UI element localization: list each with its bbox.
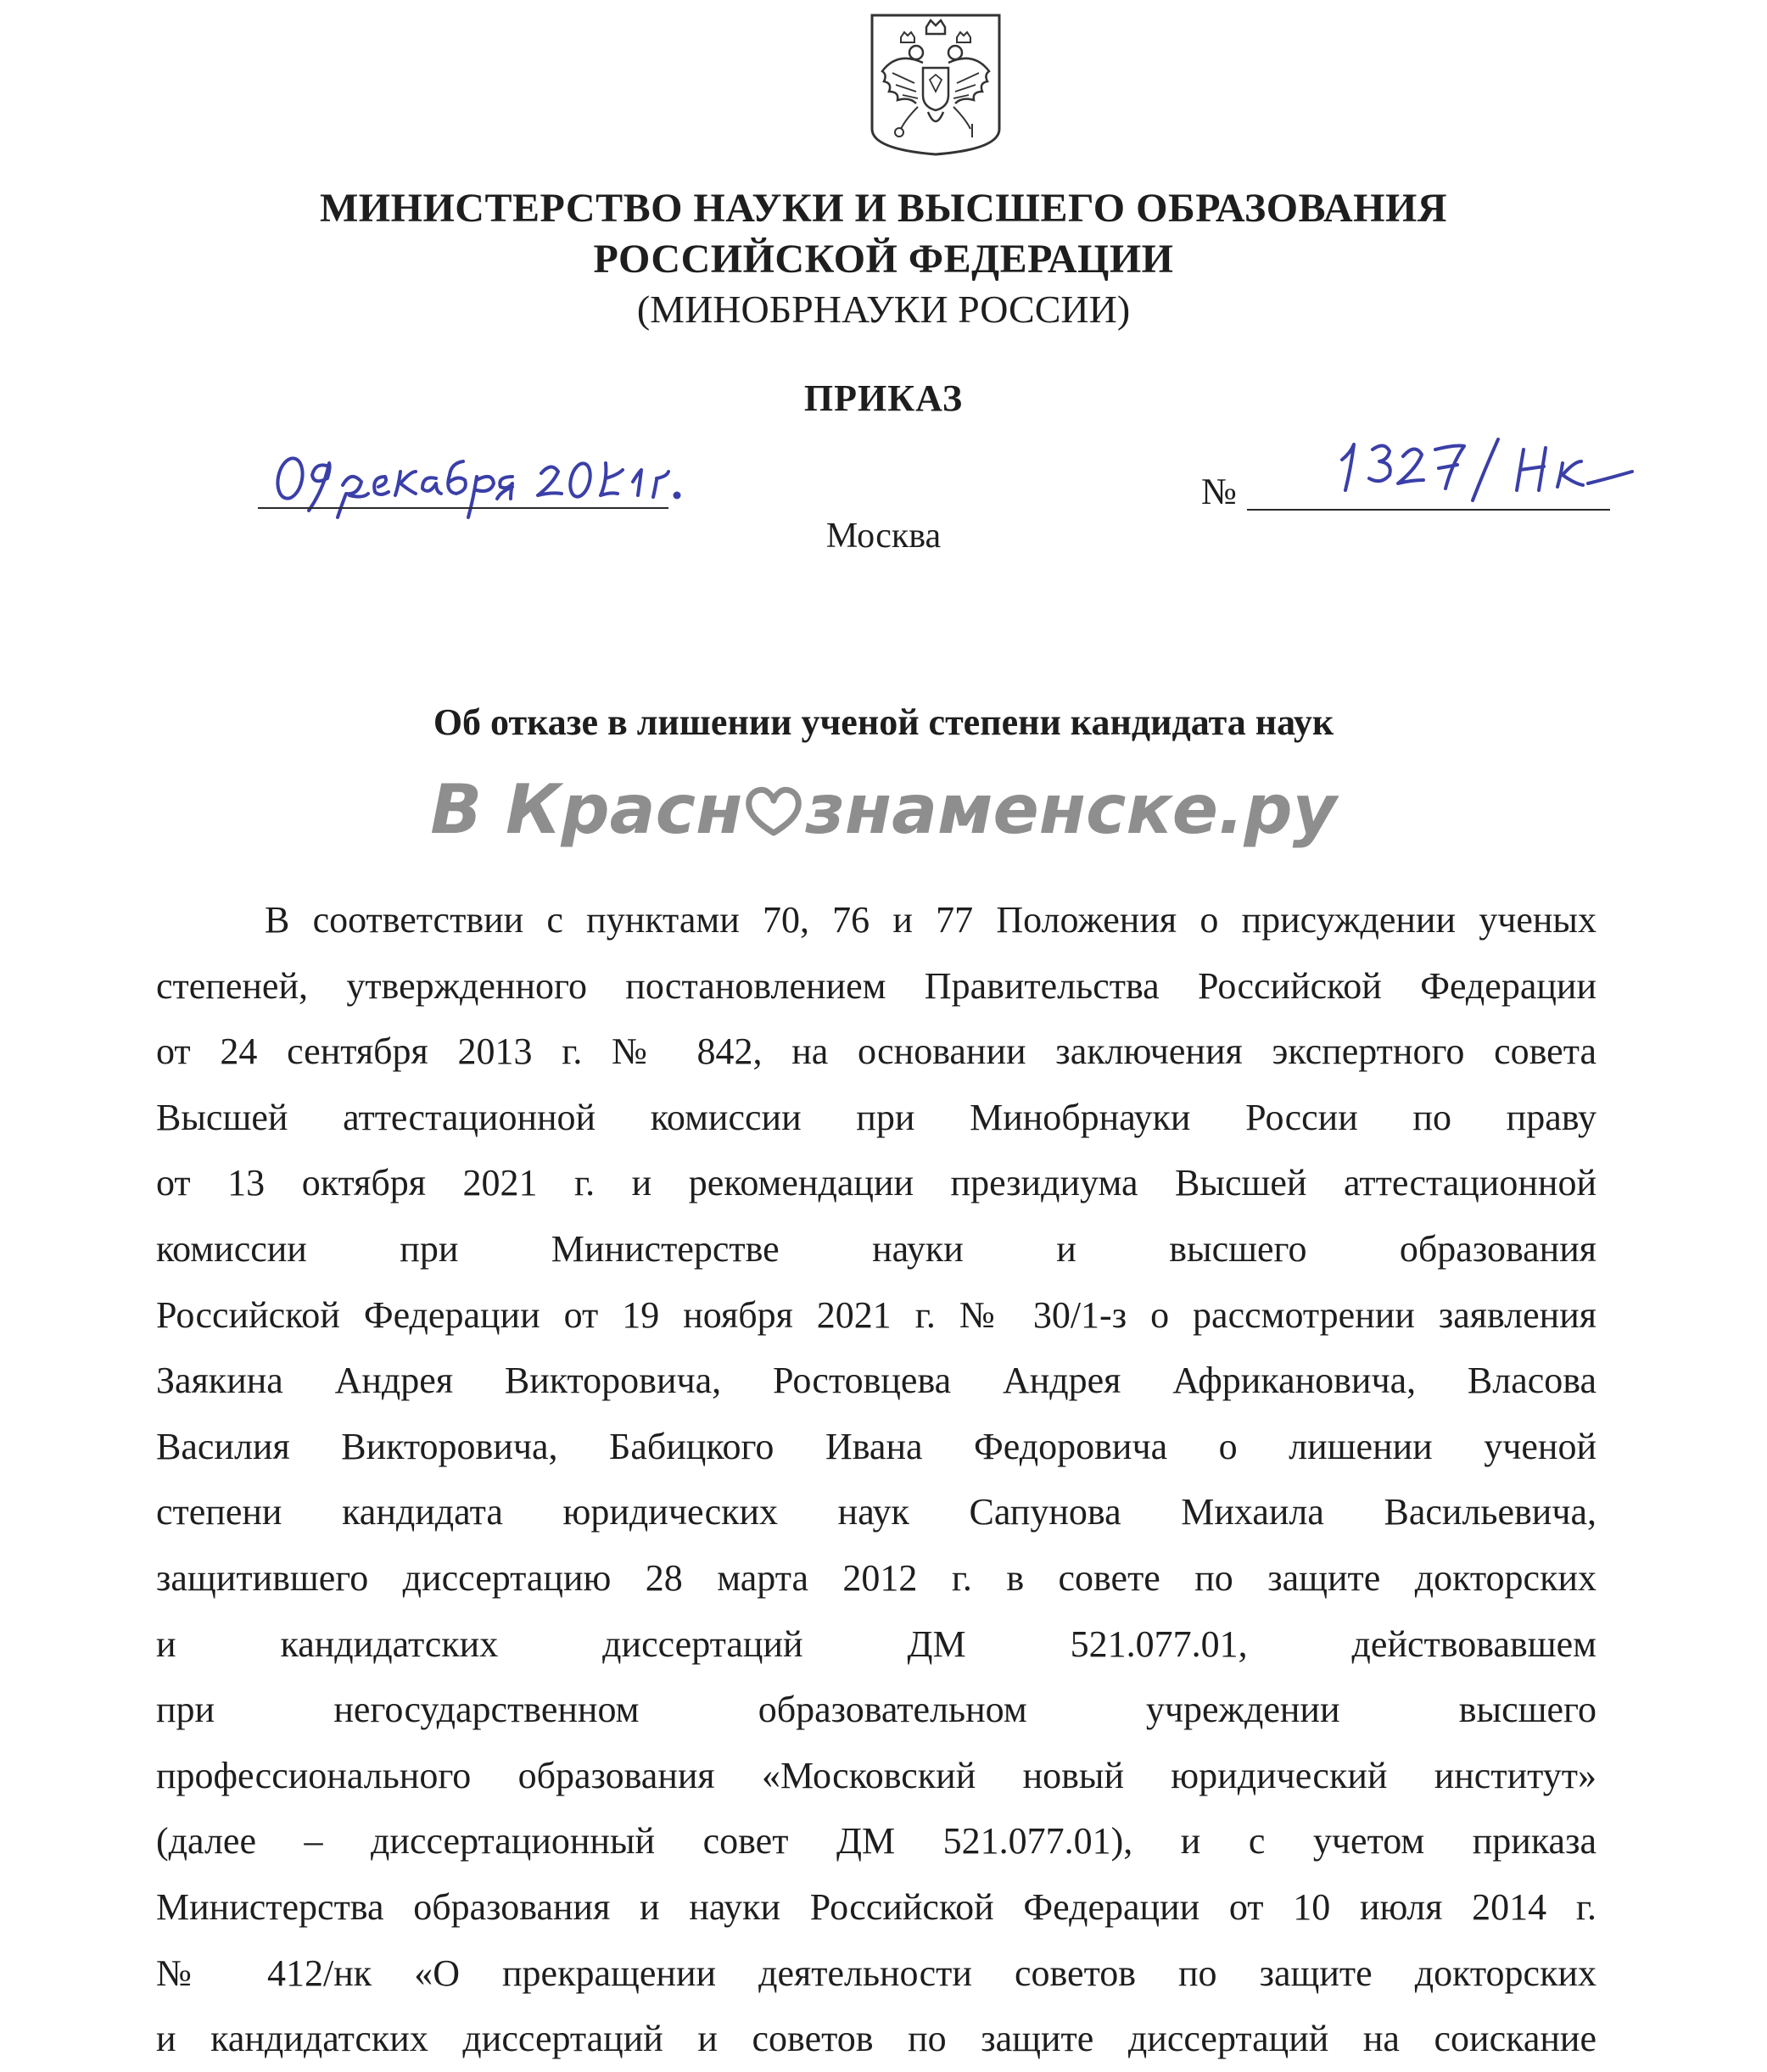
watermark-text-end: знаменске.ру	[805, 770, 1337, 849]
body-line: от 24 сентября 2013 г. № 842, на основании заключения экспертного совета	[156, 1030, 1596, 1073]
heart-icon	[742, 784, 805, 838]
city: Москва	[825, 517, 942, 556]
body-line: Высшей аттестационной комиссии при Минобрнауки России по праву	[156, 1096, 1596, 1138]
coat-of-arms-icon	[867, 12, 1004, 158]
number-underline	[1247, 509, 1610, 511]
body-line: Заякина Андрея Викторовича, Ростовцева Андрея Африкановича, Власова	[156, 1360, 1596, 1402]
body-line: Российской Федерации от 19 ноября 2021 г. № 30/1-з о рассмотрении заявления	[156, 1293, 1596, 1336]
body-line: и кандидатских диссертаций и советов по защите диссертаций на соискание	[156, 2018, 1596, 2060]
body-line: комиссии при Министерстве науки и высшего образования	[156, 1227, 1596, 1270]
watermark-text-start: В Красн	[430, 770, 743, 849]
body-line: № 412/нк «О прекращении деятельности советов по защите докторских	[156, 1952, 1596, 1994]
ministry-name-line1: МИНИСТЕРСТВО НАУКИ И ВЫСШЕГО ОБРАЗОВАНИЯ	[319, 186, 1448, 231]
document-subject: Об отказе в лишении ученой степени кандидата наук	[433, 701, 1334, 743]
body-line: (далее – диссертационный совет ДМ 521.077.01), и с учетом приказа	[156, 1820, 1596, 1863]
body-line: степени кандидата юридических наук Сапунова Михаила Васильевича,	[156, 1491, 1596, 1533]
ministry-short-name: (МИНОБРНАУКИ РОССИИ)	[636, 288, 1131, 331]
body-line: Василия Викторовича, Бабицкого Ивана Федоровича о лишении ученой	[156, 1425, 1596, 1467]
watermark	[0, 770, 1767, 849]
document-type-title: ПРИКАЗ	[803, 377, 964, 419]
order-body-text	[156, 887, 1596, 2072]
number-label: №	[1201, 471, 1237, 512]
body-line: от 13 октября 2021 г. и рекомендации президиума Высшей аттестационной	[156, 1162, 1596, 1204]
body-line: степеней, утвержденного постановлением Правительства Российской Федерации	[156, 964, 1596, 1007]
body-line: и кандидатских диссертаций ДМ 521.077.01, действовавшем	[156, 1622, 1596, 1665]
handwritten-date	[254, 433, 713, 526]
ministry-name-line2: РОССИЙСКОЙ ФЕДЕРАЦИИ	[593, 237, 1174, 282]
body-line: В соответствии с пунктами 70, 76 и 77 Положения о присуждении ученых	[265, 899, 1596, 941]
body-line: профессионального образования «Московский новый юридический институт»	[156, 1754, 1596, 1796]
date-underline	[258, 507, 668, 509]
body-line: защитившего диссертацию 28 марта 2012 г. в совете по защите докторских	[156, 1556, 1596, 1599]
body-line: при негосударственном образовательном учреждении высшего	[156, 1689, 1596, 1731]
body-line: Министерства образования и науки Российской Федерации от 10 июля 2014 г.	[156, 1885, 1596, 1928]
handwritten-number	[1323, 416, 1646, 509]
